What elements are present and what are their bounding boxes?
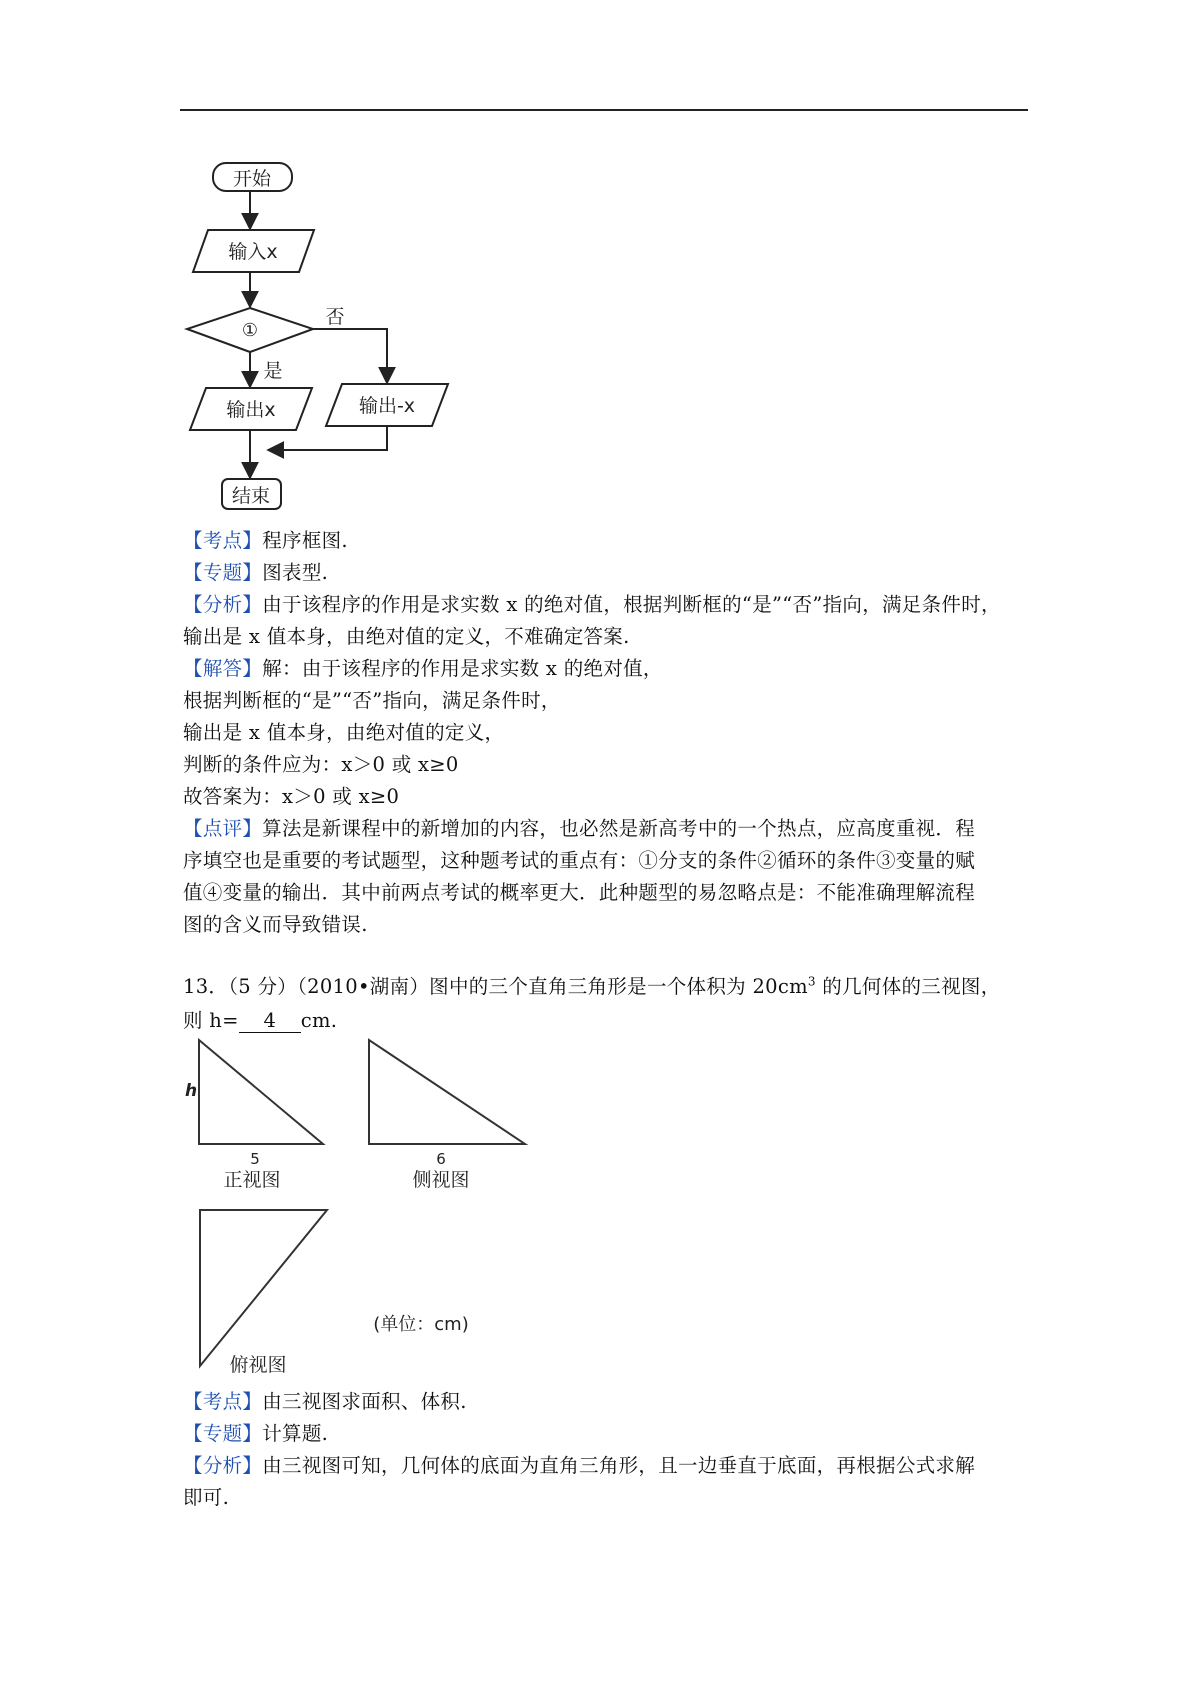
q13-zhuanti-text: 计算题. [262, 1422, 329, 1445]
q13-stem-2b: cm. [300, 1009, 338, 1032]
q12-jieda: 【解答】解：由于该程序的作用是求实数 x 的绝对值， [183, 657, 663, 680]
output-no-label: 输出-x [358, 395, 416, 417]
side-base-label: 6 [436, 1150, 446, 1168]
h-label: h [184, 1081, 198, 1101]
unit-label: (单位：cm) [373, 1314, 469, 1335]
yes-label: 是 [263, 360, 283, 382]
side-view-triangle [369, 1040, 525, 1144]
side-caption: 侧视图 [412, 1169, 470, 1191]
q12-fenxi: 【分析】由于该程序的作用是求实数 x 的绝对值，根据判断框的“是”“否”指向，满足条件时， [183, 593, 1001, 616]
dianping-tag: 点评 [202, 817, 243, 840]
dianping-text-1: 算法是新课程中的新增加的内容，也必然是新高考中的一个热点，应高度重视．程 [262, 817, 976, 840]
output-yes-label: 输出x [226, 399, 276, 421]
input-label: 输入x [228, 241, 278, 263]
kaodian-text: 程序框图. [262, 529, 348, 552]
q13-stem-1b: 的几何体的三视图， [815, 975, 1001, 998]
kaodian-tag: 考点 [202, 529, 243, 552]
front-base-label: 5 [250, 1150, 260, 1168]
q13-zhuanti: 【专题】计算题. [183, 1422, 329, 1445]
no-label: 否 [325, 306, 345, 328]
top-view-triangle [200, 1210, 327, 1366]
end-label: 结束 [231, 485, 271, 507]
q12-dianping-2: 序填空也是重要的考试题型，这种题考试的重点有：①分支的条件②循环的条件③变量的赋 [183, 849, 976, 872]
q12-zhuanti: 【专题】图表型. [183, 561, 329, 584]
start-label: 开始 [232, 168, 272, 190]
q12-dianping-4: 图的含义而导致错误. [183, 913, 368, 936]
fenxi-text-1: 由于该程序的作用是求实数 x 的绝对值，根据判断框的“是”“否”指向，满足条件时， [262, 593, 1001, 616]
zhuanti-tag: 专题 [202, 561, 243, 584]
q13-fenxi-2: 即可. [183, 1486, 230, 1509]
q12-dianping-3: 值④变量的输出．其中前两点考试的概率更大．此种题型的易忽略点是：不能准确理解流程 [183, 881, 976, 904]
front-caption: 正视图 [223, 1169, 281, 1191]
q12-kaodian: 【考点】程序框图. [183, 529, 348, 552]
q13-sup: 3 [807, 974, 816, 989]
q13-kaodian: 【考点】由三视图求面积、体积. [183, 1390, 467, 1413]
q13-zhuanti-tag: 专题 [202, 1422, 243, 1445]
q12-jieda-2: 根据判断框的“是”“否”指向，满足条件时， [183, 689, 561, 712]
q12-jieda-4: 判断的条件应为：x＞0 或 x≥0 [183, 753, 459, 776]
q13-kaodian-tag: 考点 [202, 1390, 243, 1413]
q13-stem-2a: 则 h= [183, 1009, 239, 1032]
q13-fenxi-tag: 分析 [202, 1454, 243, 1477]
zhuanti-text: 图表型. [262, 561, 329, 584]
q12-jieda-5: 故答案为：x＞0 或 x≥0 [183, 785, 400, 808]
q13-kaodian-text: 由三视图求面积、体积. [262, 1390, 467, 1413]
q12-fenxi-2: 输出是 x 值本身，由绝对值的定义，不难确定答案. [183, 625, 630, 648]
q13-fenxi-text-1: 由三视图可知，几何体的底面为直角三角形，且一边垂直于底面，再根据公式求解 [262, 1454, 976, 1477]
q13-stem-1a: 13．（5 分）（2010•湖南）图中的三个直角三角形是一个体积为 20cm [183, 975, 808, 998]
jieda-tag: 解答 [202, 657, 243, 680]
front-view-triangle [199, 1040, 323, 1144]
q13-fenxi: 【分析】由三视图可知，几何体的底面为直角三角形，且一边垂直于底面，再根据公式求解 [183, 1454, 976, 1477]
decision-label: ① [241, 320, 259, 341]
top-caption: 俯视图 [229, 1354, 287, 1376]
jieda-text-1: 解：由于该程序的作用是求实数 x 的绝对值， [262, 657, 663, 680]
answer-blank: 4 [239, 1010, 301, 1033]
fenxi-tag: 分析 [202, 593, 243, 616]
q12-dianping: 【点评】算法是新课程中的新增加的内容，也必然是新高考中的一个热点，应高度重视．程 [183, 817, 976, 840]
q12-jieda-3: 输出是 x 值本身，由绝对值的定义， [183, 721, 505, 744]
